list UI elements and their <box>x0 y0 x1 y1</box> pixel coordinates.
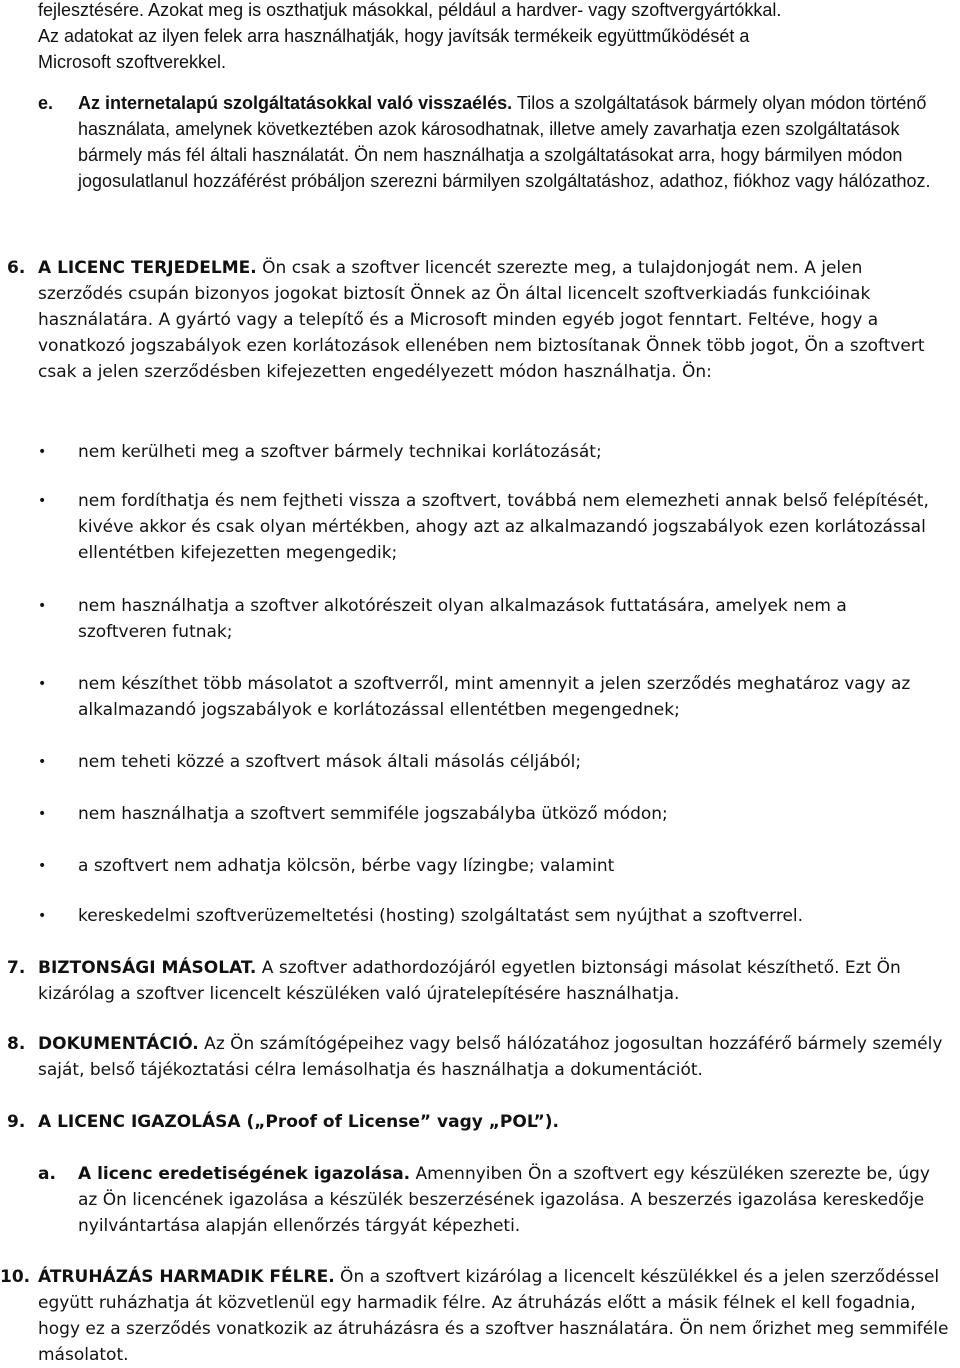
list-item-text: nem fordíthatja és nem fejtheti vissza a szoftvert, továbbá nem elemezheti annak belső felépítését, kivéve akkor és csak olyan mértékben, ahogy azt az alkalmazandó jogszabályok ezen korlátozással ellentétben kifejezetten megengedik; <box>78 491 929 563</box>
item-marker: e. <box>38 93 54 113</box>
restrictions-list <box>0 853 930 879</box>
section-10-heading: ÁTRUHÁZÁS HARMADIK FÉLRE. <box>38 1267 335 1287</box>
section-10 <box>0 1264 950 1368</box>
intro-paragraph <box>38 0 950 75</box>
section-number: 8. <box>7 1034 26 1054</box>
list-item <box>0 749 930 775</box>
list-item-text: nem teheti közzé a szoftvert mások általi másolás céljából; <box>78 752 582 772</box>
bullet-icon: • <box>38 754 47 770</box>
list-item <box>0 488 950 566</box>
item-marker: a. <box>38 1164 56 1184</box>
section-7-body: A szoftver adathordozójáról egyetlen biztonsági másolat készíthető. Ezt Ön kizárólag a szoftver licencelt készüléken való újratelepítésére használhatja. <box>38 958 901 1004</box>
restrictions-list <box>0 439 930 465</box>
section-9-text <box>38 1109 950 1135</box>
bullet-icon: • <box>38 493 47 509</box>
section-6-text <box>38 255 930 385</box>
section-8-body: Az Ön számítógépeihez vagy belső hálózatához jogosultan hozzáférő bármely személy saját, belső tájékoztatási célra lemásolhatja és használhatja a dokumentációt. <box>38 1034 943 1080</box>
section-8 <box>0 1031 950 1083</box>
bullet-icon: • <box>38 598 47 614</box>
section-10-body: Ön a szoftvert kizárólag a licencelt készülékkel és a jelen szerződéssel együtt ruházhatja át közvetlenül egy harmadik félre. Az átruházás előtt a másik félnek el kell fogadnia, hogy ez a szerződés vonatkozik az átruházásra és a szoftver használatára. Ön nem őrizhet meg semmiféle másolatot. <box>38 1267 949 1365</box>
intro-line: Microsoft szoftverekkel. <box>38 52 227 72</box>
bullet-icon: • <box>38 444 47 460</box>
list-item-text: nem készíthet több másolatot a szoftverről, mint amennyit a jelen szerződés meghatároz vagy az alkalmazandó jogszabályok e korlátozással ellentétben megengednek; <box>78 674 911 720</box>
item-9a-text <box>78 1161 938 1239</box>
list-item <box>0 593 930 645</box>
bullet-icon: • <box>38 806 47 822</box>
section-number: 9. <box>7 1112 26 1132</box>
section-9-heading: A LICENC IGAZOLÁSA („Proof of License” vagy „POL”). <box>38 1112 559 1132</box>
list-item-text: nem kerülheti meg a szoftver bármely technikai korlátozását; <box>78 442 602 462</box>
list-item-text: nem használhatja a szoftver alkotórészeit olyan alkalmazások futtatására, amelyek nem a szoftveren futnak; <box>78 596 847 642</box>
restrictions-list <box>0 801 930 827</box>
section-7 <box>0 955 950 1007</box>
item-e-heading: Az internetalapú szolgáltatásokkal való visszaélés. <box>78 93 513 113</box>
section-6-body: Ön csak a szoftver licencét szerezte meg, a tulajdonjogát nem. A jelen szerződés csupán bizonyos jogokat biztosít Önnek az Ön által licencelt szoftverkiadás funkcióinak használatára. A gyártó vagy a telepítő és a Microsoft minden egyéb jogot fenntart. Feltéve, hogy a vonatkozó jogszabályok ezen korlátozások ellenében nem biztosítanak Önnek több jogot, Ön a szoftvert csak a jelen szerződésben kifejezetten engedélyezett módon használhatja. Ön: <box>38 258 925 382</box>
bullet-icon: • <box>38 858 47 874</box>
item-9a-heading: A licenc eredetiségének igazolása. <box>78 1164 411 1184</box>
section-6-heading: A LICENC TERJEDELME. <box>38 258 257 278</box>
list-item <box>0 671 930 723</box>
item-e-text <box>78 90 950 194</box>
item-9a-body: Amennyiben Ön a szoftvert egy készüléken szerezte be, úgy az Ön licencének igazolása a készülék beszerzésének igazolása. A beszerzés igazolása kereskedője nyilvántartása alapján ellenőrzés tárgyát képezheti. <box>78 1164 930 1236</box>
list-item-text: nem használhatja a szoftvert semmiféle jogszabályba ütköző módon; <box>78 804 668 824</box>
bullet-icon: • <box>38 908 47 924</box>
section-number: 6. <box>7 258 26 278</box>
restrictions-list <box>0 488 950 566</box>
section-8-heading: DOKUMENTÁCIÓ. <box>38 1034 199 1054</box>
intro-line: fejlesztésére. Azokat meg is oszthatjuk másokkal, például a hardver- vagy szoftvergyártókkal. <box>38 0 782 20</box>
list-item-text: a szoftvert nem adhatja kölcsön, bérbe vagy lízingbe; valamint <box>78 856 615 876</box>
intro-line: Az adatokat az ilyen felek arra használhatják, hogy javítsák termékeik együttműködését a <box>38 26 750 46</box>
restrictions-list <box>0 671 930 723</box>
section-10-text <box>38 1264 950 1368</box>
section-8-text <box>38 1031 950 1083</box>
restrictions-list <box>0 903 930 929</box>
list-item <box>0 853 930 879</box>
restrictions-list <box>0 593 930 645</box>
list-item-text: kereskedelmi szoftverüzemeltetési (hosting) szolgáltatást sem nyújthat a szoftverrel. <box>78 906 804 926</box>
section-7-text <box>38 955 950 1007</box>
section-number: 10. <box>0 1267 31 1287</box>
list-item <box>0 439 930 465</box>
section-7-heading: BIZTONSÁGI MÁSOLAT. <box>38 958 257 978</box>
item-9a <box>38 1161 938 1239</box>
item-e <box>38 90 950 194</box>
restrictions-list <box>0 749 930 775</box>
section-number: 7. <box>7 958 26 978</box>
item-e-body: Tilos a szolgáltatások bármely olyan módon történő használata, amelynek következtében azok károsodhatnak, illetve amely zavarhatja ezen szolgáltatások bármely más fél általi használatát. Ön nem használhatja a szolgáltatásokat arra, hogy bármilyen módon jogosulatlanul hozzáférést próbáljon szerezni bármilyen szolgáltatáshoz, adathoz, fiókhoz vagy hálózathoz. <box>78 93 931 191</box>
bullet-icon: • <box>38 676 47 692</box>
section-6 <box>0 255 930 385</box>
section-9 <box>0 1109 950 1135</box>
list-item <box>0 903 930 929</box>
list-item <box>0 801 930 827</box>
